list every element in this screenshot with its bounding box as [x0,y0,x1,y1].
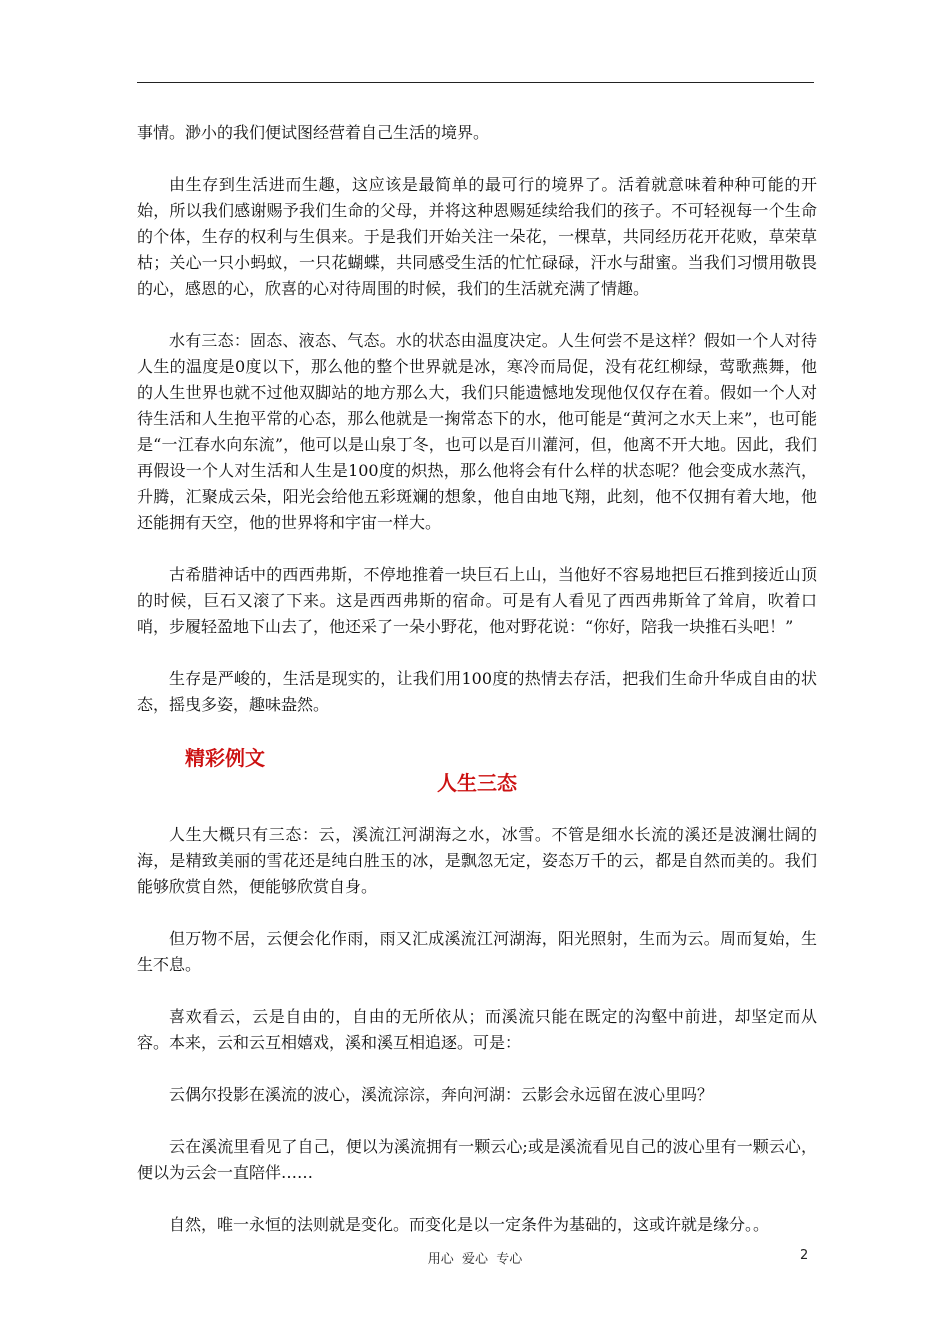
paragraph-2: 水有三态：固态、液态、气态。水的状态由温度决定。人生何尝不是这样？假如一个人对待人生的温度是0度以下，那么他的整个世界就是冰，寒冷而局促，没有花红柳绿，莺歌燕舞，他的人生世界也就不过他双脚站的地方那么大，我们只能遗憾地发现他仅仅存在着。假如一个人对待生活和人生抱平常的心态，那么他就是一掬常态下的水，他可能是“黄河之水天上来”，也可能是“一江春水向东流”，他可以是山泉丁冬，也可以是百川灌河，但，他离不开大地。因此，我们再假设一个人对生活和人生是100度的炽热，那么他将会有什么样的状态呢？他会变成水蒸汽，升腾，汇聚成云朵，阳光会给他五彩斑斓的想象，他自由地飞翔，此刻，他不仅拥有着大地，他还能拥有天空，他的世界将和宇宙一样大。 [137,331,817,532]
paragraph-1: 由生存到生活进而生趣，这应该是最简单的最可行的境界了。活着就意味着种种可能的开始，所以我们感谢赐予我们生命的父母，并将这种恩赐延续给我们的孩子。不可轻视每一个生命的个体，生存的权利与生俱来。于是我们开始关注一朵花，一棵草，共同经历花开花败，草荣草枯；关心一只小蚂蚁，一只花蝴蝶，共同感受生活的忙忙碌碌，汗水与甜蜜。当我们习惯用敬畏的心，感恩的心，欣喜的心对待周围的时候，我们的生活就充满了情趣。 [137,175,817,298]
intro-tail-paragraph: 事情。渺小的我们便试图经营着自己生活的境界。 [137,123,490,142]
essay-paragraph-1: 人生大概只有三态：云，溪流江河湖海之水，冰雪。不管是细水长流的溪还是波澜壮阔的海，是精致美丽的雪花还是纯白胜玉的冰，是飘忽无定，姿态万千的云，都是自然而美的。我们能够欣赏自然，便能够欣赏自身。 [137,825,817,896]
section-title: 精彩例文 [185,746,265,770]
footer-motto-text: 用心 爱心 专心 [427,1252,523,1267]
essay-paragraph-4: 云偶尔投影在溪流的波心，溪流淙淙，奔向河湖：云影会永远留在波心里吗？ [169,1085,714,1104]
essay-paragraph-3: 喜欢看云，云是自由的，自由的无所依从；而溪流只能在既定的沟壑中前进，却坚定而从容。本来，云和云互相嬉戏，溪和溪互相追逐。可是： [137,1007,817,1052]
essay-title: 人生三态 [437,771,517,795]
essay-paragraph-6: 自然，唯一永恒的法则就是变化。而变化是以一定条件为基础的，这或许就是缘分。。 [169,1215,770,1234]
essay-paragraph-2: 但万物不居，云便会化作雨，雨又汇成溪流江河湖海，阳光照射，生而为云。周而复始，生生不息。 [137,929,817,974]
header-rule [137,82,814,83]
paragraph-3: 古希腊神话中的西西弗斯，不停地推着一块巨石上山，当他好不容易地把巨石推到接近山顶的时候，巨石又滚了下来。这是西西弗斯的宿命。可是有人看见了西西弗斯耸了耸肩，吹着口哨，步履轻盈地下山去了，他还采了一朵小野花，他对野花说：“你好，陪我一块推石头吧！” [137,565,817,636]
essay-paragraph-5: 云在溪流里看见了自己，便以为溪流拥有一颗云心;或是溪流看见自己的波心里有一颗云心，便以为云会一直陪伴…… [137,1137,817,1182]
page-number: 2 [800,1248,809,1263]
paragraph-4: 生存是严峻的，生活是现实的，让我们用100度的热情去存活，把我们生命升华成自由的状态，摇曳多姿，趣味盎然。 [137,669,817,714]
page-content [137,120,817,1264]
